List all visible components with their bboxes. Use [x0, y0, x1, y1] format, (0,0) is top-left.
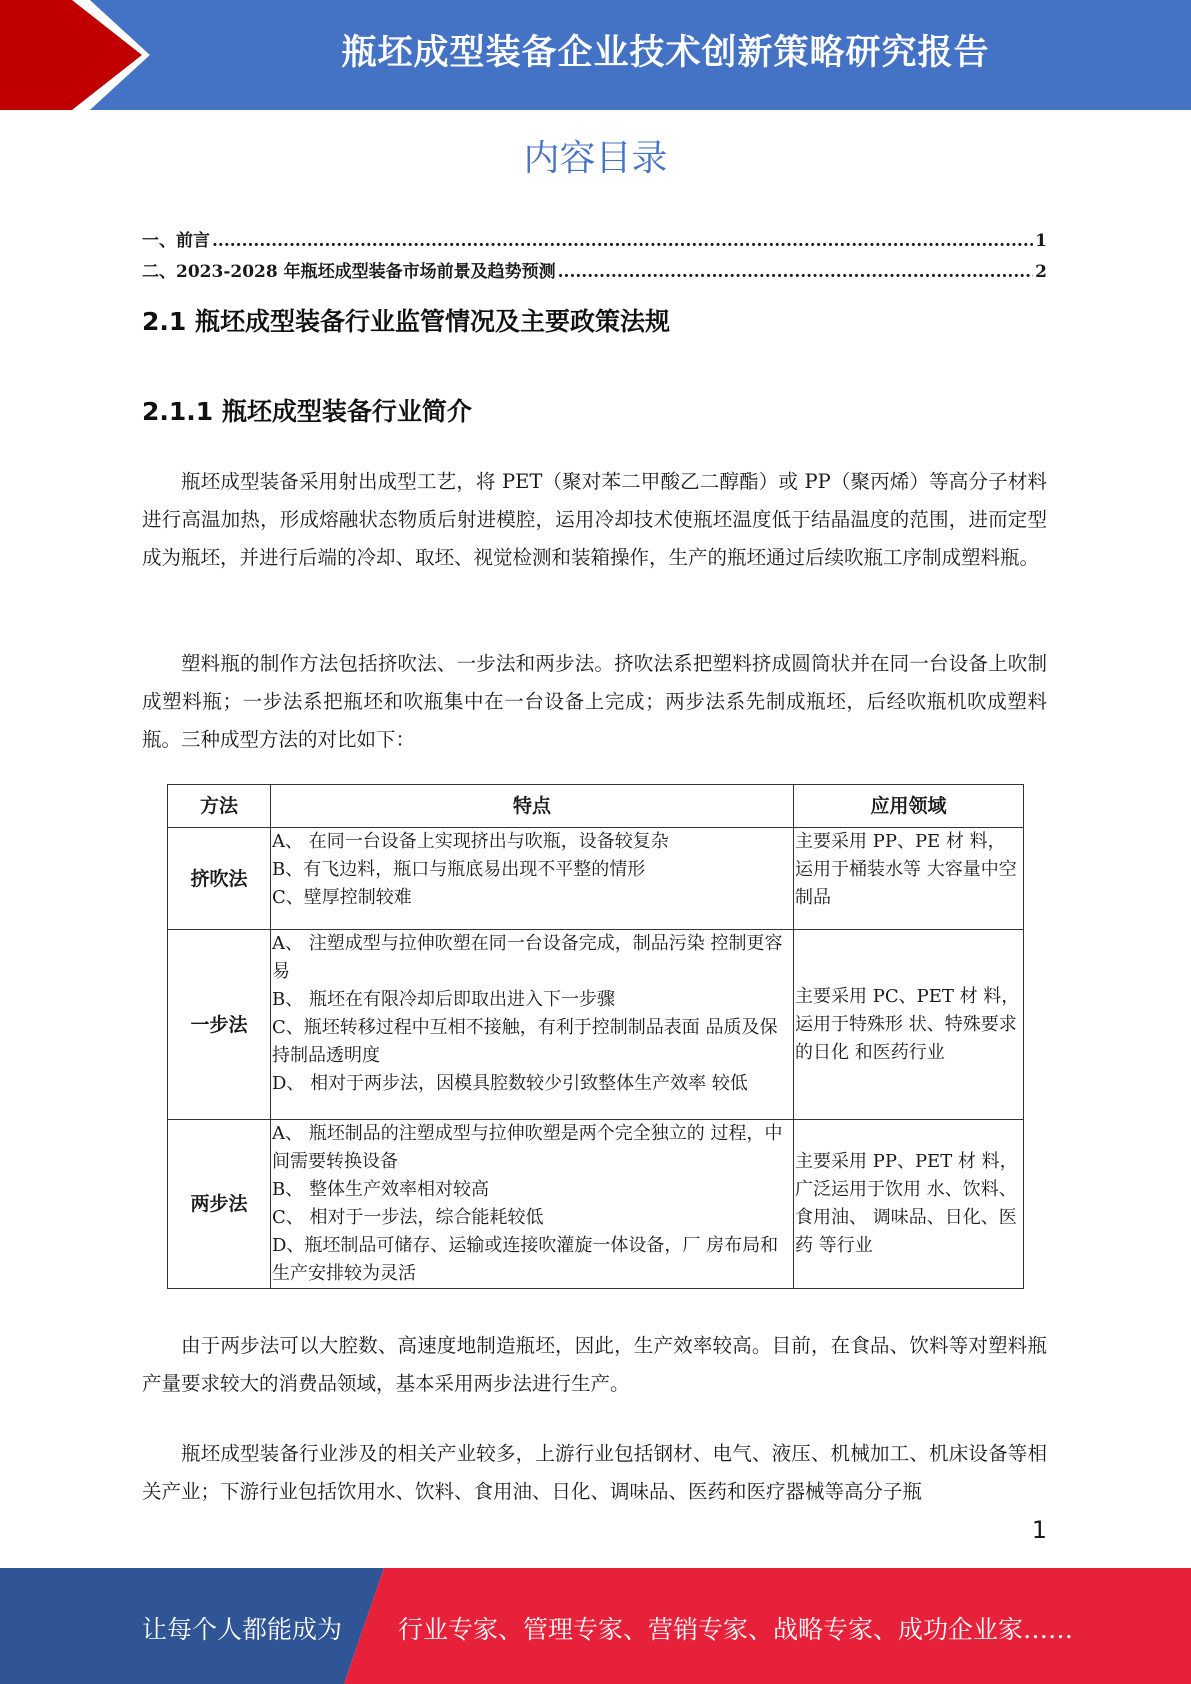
- toc-entry-label: 二、2023-2028 年瓶坯成型装备市场前景及趋势预测: [142, 262, 556, 282]
- table-cell-features: [271, 930, 794, 1120]
- table-cell-application: 主要采用 PP、PE 材 料，运用于桶装水等 大容量中空制品: [794, 828, 1024, 930]
- feature-item: D、瓶坯制品可储存、运输或连接吹灌旋一体设备，厂 房布局和生产安排较为灵活: [272, 1235, 779, 1284]
- table-header-application: 应用领域: [794, 785, 1024, 828]
- feature-item: C、 相对于一步法，综合能耗较低: [272, 1207, 544, 1228]
- table-cell-features: [271, 1120, 794, 1289]
- table-cell-method: 两步法: [168, 1120, 271, 1289]
- feature-item: A、 在同一台设备上实现挤出与吹瓶，设备较复杂: [272, 831, 669, 852]
- report-title: 瓶坯成型装备企业技术创新策略研究报告: [341, 33, 990, 73]
- feature-item: B、 瓶坯在有限冷却后即取出进入下一步骤: [272, 989, 615, 1010]
- toc-entry[interactable]: [142, 226, 1047, 251]
- comparison-table: [167, 784, 1024, 1289]
- paragraph-methods: 塑料瓶的制作方法包括挤吹法、一步法和两步法。挤吹法系把塑料挤成圆筒状并在同一台设备上吹制成塑料瓶；一步法系把瓶坯和吹瓶集中在一台设备上完成；两步法系先制成瓶坯，后经吹瓶机吹成塑料瓶。三种成型方法的对比如下：: [142, 652, 1047, 751]
- table-cell-application: 主要采用 PC、PET 材 料，运用于特殊形 状、特殊要求的日化 和医药行业: [794, 930, 1024, 1120]
- feature-item: D、 相对于两步法，因模具腔数较少引致整体生产效率 较低: [272, 1073, 748, 1094]
- section-heading-2-1-1: 2.1.1 瓶坯成型装备行业简介: [142, 397, 472, 426]
- toc-leader-dots: [212, 231, 1033, 251]
- table-row: [168, 828, 1024, 930]
- paragraph-intro: 瓶坯成型装备采用射出成型工艺，将 PET（聚对苯二甲酸乙二醇酯）或 PP（聚丙烯）等高分子材料进行高温加热，形成熔融状态物质后射进模腔，运用冷却技术使瓶坯温度低于结晶温度的范围，进而定型成为瓶坯，并进行后端的冷却、取坯、视觉检测和装箱操作，生产的瓶坯通过后续吹瓶工序制成塑料瓶。: [142, 470, 1047, 569]
- section-heading-2-1: 2.1 瓶坯成型装备行业监管情况及主要政策法规: [142, 307, 670, 336]
- table-cell-method: 挤吹法: [168, 828, 271, 930]
- feature-item: A、 注塑成型与拉伸吹塑在同一台设备完成，制品污染 控制更容易: [272, 933, 783, 982]
- feature-item: C、瓶坯转移过程中互相不接触，有利于控制制品表面 品质及保持制品透明度: [272, 1017, 778, 1066]
- table-row: [168, 1120, 1024, 1289]
- table-cell-application: 主要采用 PP、PET 材 料，广泛运用于饮用 水、饮料、食用油、 调味品、日化、医药 等行业: [794, 1120, 1024, 1289]
- table-header-method: 方法: [168, 785, 271, 828]
- toc-heading: 内容目录: [523, 138, 668, 179]
- table-header-row: [168, 785, 1024, 828]
- toc-entry[interactable]: [142, 257, 1047, 282]
- feature-item: A、 瓶坯制品的注塑成型与拉伸吹塑是两个完全独立的 过程，中间需要转换设备: [272, 1123, 783, 1172]
- toc-entry-page: 2: [1035, 262, 1047, 282]
- header-arrow-decoration: [0, 0, 150, 110]
- feature-item: C、壁厚控制较难: [272, 887, 412, 908]
- paragraph-industry: 瓶坯成型装备行业涉及的相关产业较多，上游行业包括钢材、电气、液压、机械加工、机床设备等相关产业；下游行业包括饮用水、饮料、食用油、日化、调味品、医药和医疗器械等高分子瓶: [142, 1442, 1047, 1503]
- table-cell-features: [271, 828, 794, 930]
- paragraph-two-step: 由于两步法可以大腔数、高速度地制造瓶坯，因此，生产效率较高。目前，在食品、饮料等对塑料瓶产量要求较大的消费品领域，基本采用两步法进行生产。: [142, 1334, 1047, 1395]
- footer-slogan-right: 行业专家、管理专家、营销专家、战略专家、成功企业家……: [398, 1615, 1074, 1644]
- table-header-features: 特点: [271, 785, 794, 828]
- toc-entry-label: 一、前言: [142, 231, 210, 251]
- table-row: [168, 930, 1024, 1120]
- feature-item: B、有飞边料，瓶口与瓶底易出现不平整的情形: [272, 859, 646, 880]
- table-cell-method: 一步法: [168, 930, 271, 1120]
- toc-leader-dots: [558, 262, 1034, 282]
- footer-slogan-left: 让每个人都能成为: [142, 1615, 343, 1644]
- feature-item: B、 整体生产效率相对较高: [272, 1179, 489, 1200]
- toc-entry-page: 1: [1035, 231, 1047, 251]
- page-number: 1: [1031, 1516, 1047, 1544]
- header-banner: [0, 0, 1191, 110]
